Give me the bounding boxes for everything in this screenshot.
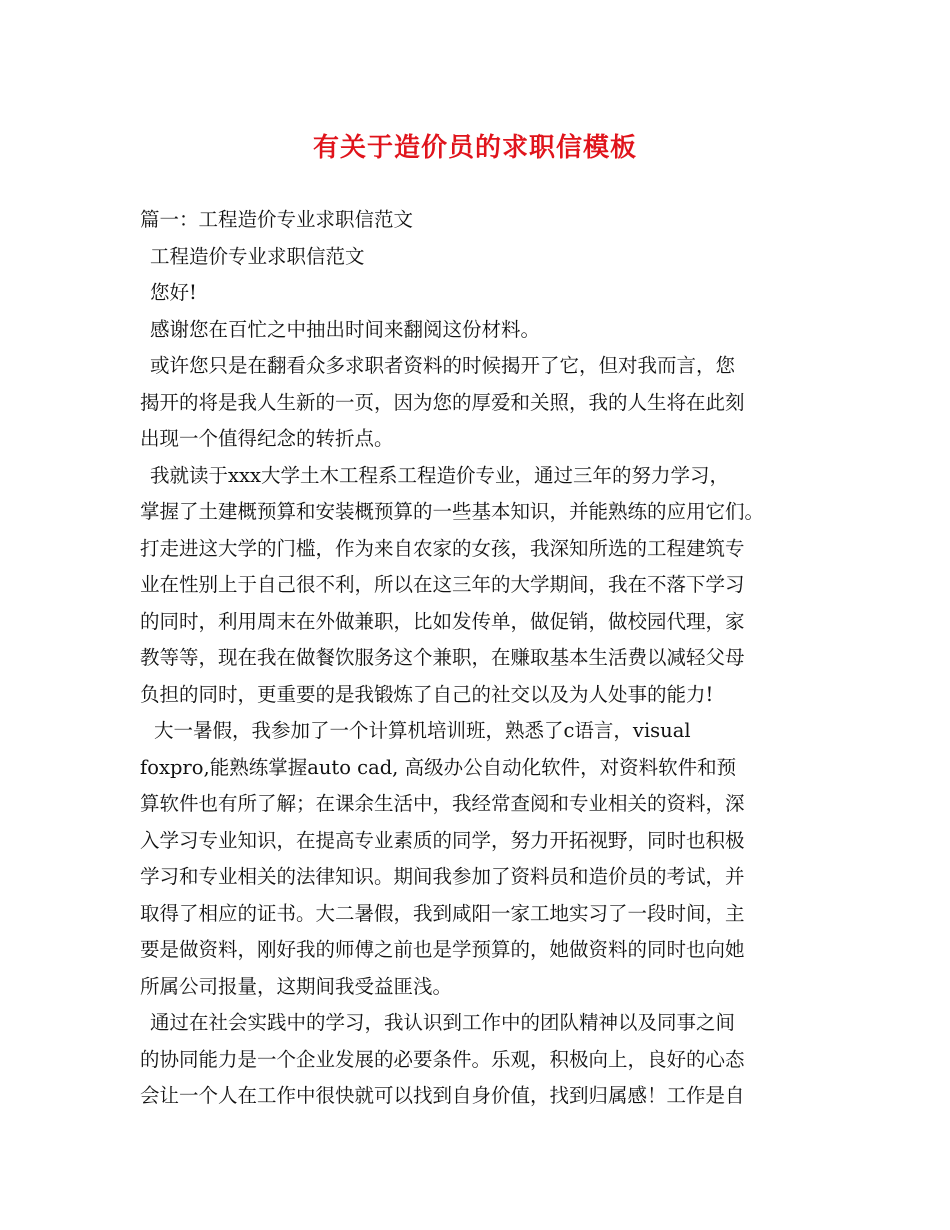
paragraph-line: 我就读于xxx大学土木工程系工程造价专业，通过三年的努力学习， bbox=[150, 463, 729, 487]
paragraph-line: 所属公司报量，这期间我受益匪浅。 bbox=[140, 974, 453, 998]
section-heading: 篇一：工程造价专业求职信范文 bbox=[140, 208, 414, 231]
letter-title: 工程造价专业求职信范文 bbox=[150, 244, 365, 268]
paragraph-line: 业在性别上于自己很不利，所以在这三年的大学期间，我在不落下学习 bbox=[140, 573, 745, 596]
document-body bbox=[140, 202, 820, 1115]
paragraph-line: 打走进这大学的门槛，作为来自农家的女孩，我深知所选的工程建筑专 bbox=[140, 536, 745, 560]
paragraph-line: 的同时，利用周末在外做兼职，比如发传单，做促销，做校园代理，家 bbox=[140, 609, 745, 633]
paragraph-line: 感谢您在百忙之中抽出时间来翻阅这份材料。 bbox=[150, 317, 541, 341]
paragraph-line: 入学习专业知识，在提高专业素质的同学，努力开拓视野，同时也积极 bbox=[140, 828, 745, 852]
paragraph-line: foxpro,能熟练掌握auto cad, 高级办公自动化软件，对资料软件和预 bbox=[140, 755, 737, 779]
paragraph-line: 掌握了土建概预算和安装概预算的一些基本知识，并能熟练的应用它们。 bbox=[140, 500, 765, 523]
paragraph-line: 的协同能力是一个企业发展的必要条件。乐观，积极向上，良好的心态 bbox=[140, 1047, 745, 1071]
paragraph-line: 揭开的将是我人生新的一页，因为您的厚爱和关照，我的人生将在此刻 bbox=[140, 390, 745, 414]
greeting: 您好! bbox=[150, 281, 197, 304]
paragraph-line: 出现一个值得纪念的转折点。 bbox=[140, 427, 394, 450]
paragraph-line: 教等等，现在我在做餐饮服务这个兼职，在赚取基本生活费以减轻父母 bbox=[140, 646, 745, 669]
paragraph-line: 要是做资料，刚好我的师傅之前也是学预算的，她做资料的同时也向她 bbox=[140, 938, 745, 961]
paragraph-line: 算软件也有所了解；在课余生活中，我经常查阅和专业相关的资料，深 bbox=[140, 792, 745, 815]
paragraph-line: 通过在社会实践中的学习，我认识到工作中的团队精神以及同事之间 bbox=[150, 1011, 736, 1034]
paragraph-line: 会让一个人在工作中很快就可以找到自身价值，找到归属感！工作是自 bbox=[140, 1084, 745, 1107]
paragraph-line: 负担的同时，更重要的是我锻炼了自己的社交以及为人处事的能力! bbox=[140, 682, 714, 706]
paragraph-line: 或许您只是在翻看众多求职者资料的时候揭开了它，但对我而言，您 bbox=[150, 354, 736, 377]
paragraph-line: 大一暑假，我参加了一个计算机培训班，熟悉了c语言，visual bbox=[154, 719, 691, 742]
document-title: 有关于造价员的求职信模板 bbox=[312, 133, 637, 163]
paragraph-line: 取得了相应的证书。大二暑假，我到咸阳一家工地实习了一段时间，主 bbox=[140, 901, 745, 925]
paragraph-line: 学习和专业相关的法律知识。期间我参加了资料员和造价员的考试，并 bbox=[140, 865, 745, 888]
